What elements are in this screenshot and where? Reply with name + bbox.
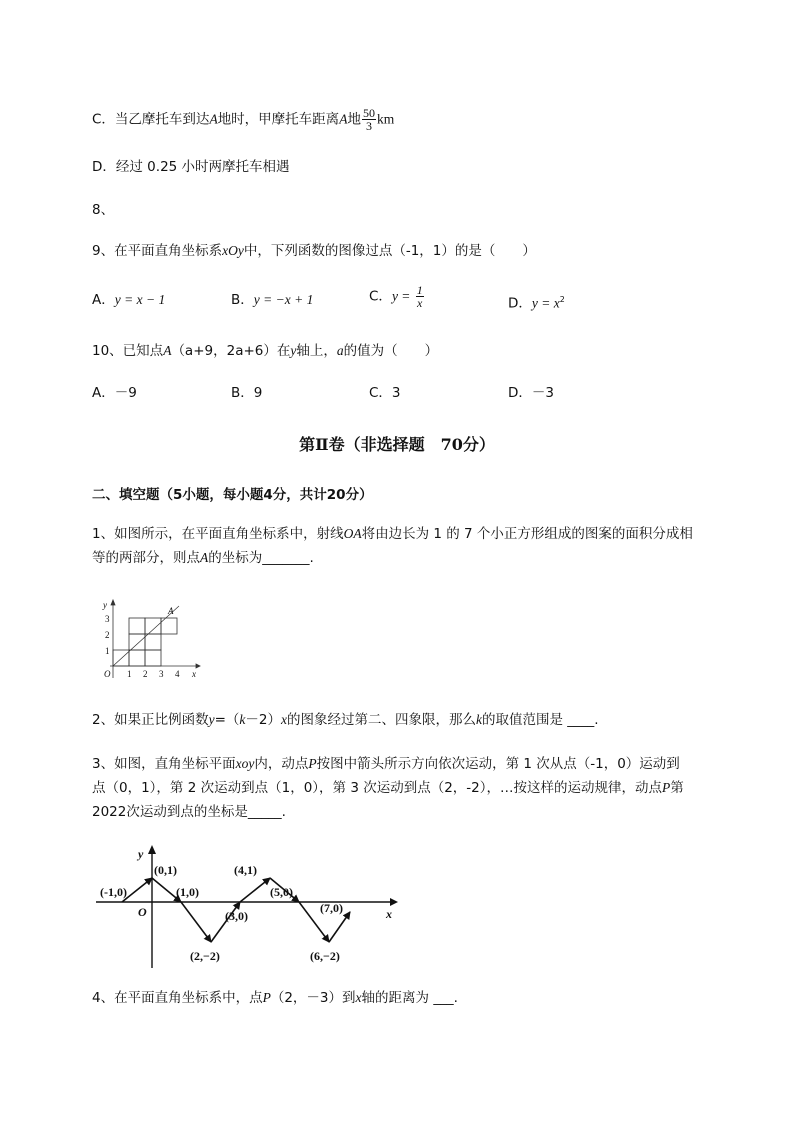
- origin-label: O: [138, 905, 147, 919]
- var-k: k: [239, 712, 246, 727]
- var-x: x: [281, 712, 287, 727]
- var-xoy: xoy: [235, 756, 255, 771]
- fill-question-2: [92, 710, 599, 730]
- y-axis-arrow: [111, 600, 115, 605]
- text: =（: [214, 712, 240, 728]
- fill-question-1: [92, 522, 742, 570]
- text: 点（0，1），第 2 次运动到点（1，0），第 3 次运动到点（2，-2），…按这样的运动规律，动点: [92, 780, 662, 796]
- point-label-9: (7,0): [320, 901, 343, 915]
- q7-option-c-point-a2: A: [339, 111, 348, 127]
- q10-var-y: y: [290, 343, 297, 358]
- q7-option-c-fraction: [362, 107, 376, 132]
- path-segment-3: [181, 902, 211, 942]
- text: 轴的距离为 ___.: [361, 990, 458, 1006]
- q10-point-a: A: [163, 343, 172, 358]
- q9-stem-text-2: 中，下列函数的图像过点（-1，1）的是（ ）: [243, 243, 536, 259]
- y-axis-label: y: [103, 600, 107, 610]
- fill-blank-section-heading: 二、填空题（5小题，每小题4分，共计20分）: [92, 487, 373, 503]
- q10-stem-text-2: （a+9，2a+6）在: [171, 343, 291, 359]
- text: （2，－3）到: [270, 990, 356, 1006]
- text: 3、如图，直角坐标平面: [92, 756, 236, 772]
- option-label: C．: [369, 288, 392, 305]
- q10-option-b: B．9: [231, 385, 263, 401]
- var-y: y: [208, 712, 215, 727]
- fill-question-1-figure: [96, 598, 202, 684]
- path-segment-5: [240, 878, 270, 902]
- fill-question-3-line-1: [92, 752, 742, 776]
- grid-square: [129, 634, 145, 650]
- grid-square: [145, 650, 161, 666]
- q7-option-d: D．经过 0.25 小时两摩托车相遇: [92, 159, 290, 175]
- y-axis-label: y: [138, 847, 144, 861]
- point-label-3: (1,0): [176, 885, 199, 899]
- text: －2）: [245, 712, 281, 728]
- text: 将由边长为 1 的 7 个小正方形组成的图案的面积分成相: [361, 526, 693, 542]
- text: 按图中箭头所示方向依次运动，第 1 次从点（-1，0）运动到: [316, 756, 680, 772]
- fraction-denominator: 3: [365, 119, 372, 133]
- y-axis-arrow: [148, 845, 156, 854]
- text: 1、如图所示，在平面直角坐标系中，射线: [92, 526, 344, 542]
- var-k: k: [476, 712, 482, 727]
- option-expression: y = x: [531, 295, 560, 311]
- x-tick-4: 4: [175, 669, 180, 679]
- q10-stem-text-3: 轴上，: [296, 343, 337, 359]
- fill-question-3: [92, 752, 742, 824]
- q9-option-a: [92, 290, 165, 310]
- point-label-2: (0,1): [154, 863, 177, 877]
- point-label-1: (-1,0): [100, 885, 127, 899]
- q9-stem: [92, 241, 536, 261]
- text: 内，动点: [254, 756, 309, 772]
- point-a: A: [200, 550, 209, 565]
- text: 的取值范围是 ____.: [482, 712, 599, 728]
- grid-square: [129, 618, 145, 634]
- q10-option-d: D．－3: [508, 385, 554, 401]
- q9-option-b: [231, 290, 313, 310]
- point-a-label: A: [168, 606, 174, 616]
- fill-question-3-line-2: [92, 776, 742, 800]
- fill-question-1-line-2: [92, 546, 742, 570]
- fill-question-1-line-1: [92, 522, 742, 546]
- option-label: A．: [92, 292, 115, 308]
- y-tick-3: 3: [105, 614, 110, 624]
- y-tick-2: 2: [105, 630, 110, 640]
- var-p: P: [662, 780, 671, 795]
- q7-option-c-text-1: C．当乙摩托车到达: [92, 111, 210, 128]
- var-p: P: [308, 756, 317, 771]
- q7-option-c: [92, 107, 394, 132]
- fill-question-4: [92, 988, 458, 1008]
- x-axis-arrow: [196, 664, 200, 668]
- x-tick-2: 2: [143, 669, 148, 679]
- q8-label: 8、: [92, 202, 115, 218]
- q9-option-c: [369, 284, 425, 309]
- q10-option-a: A．－9: [92, 385, 137, 401]
- q10-stem: [92, 341, 438, 361]
- option-expression: y = x − 1: [114, 292, 166, 307]
- part-two-title: 第Ⅱ卷（非选择题 70分）: [299, 435, 495, 454]
- x-axis-label: x: [192, 669, 196, 679]
- x-tick-3: 3: [159, 669, 164, 679]
- q10-var-a: a: [336, 343, 344, 358]
- q10-option-c: C．3: [369, 385, 401, 401]
- q9-option-c-fraction: [416, 284, 424, 309]
- q7-option-c-text-3: 地: [347, 111, 361, 128]
- fill-question-3-line-3: 2022次运动到点的坐标是_____.: [92, 804, 286, 820]
- text: 4、在平面直角坐标系中，点: [92, 990, 263, 1006]
- option-expression: y =: [391, 288, 411, 304]
- q7-option-c-text-2: 地时，甲摩托车距离: [217, 111, 340, 128]
- var-p: P: [262, 990, 271, 1005]
- grid-square: [129, 650, 145, 666]
- point-label-5: (3,0): [225, 909, 248, 923]
- text: 的坐标为_______.: [208, 550, 314, 566]
- option-exponent: 2: [559, 295, 565, 304]
- q9-option-d: [508, 290, 565, 314]
- x-tick-1: 1: [127, 669, 132, 679]
- option-expression: y = −x + 1: [253, 292, 314, 307]
- grid-square: [145, 618, 161, 634]
- text: 2、如果正比例函数: [92, 712, 209, 728]
- fill-question-3-figure: [94, 842, 404, 970]
- fraction-numerator: 1: [416, 283, 423, 297]
- q10-stem-text-1: 10、已知点: [92, 343, 164, 359]
- text: 第: [670, 780, 684, 796]
- q7-option-c-point-a: A: [209, 111, 218, 127]
- option-label: D．: [508, 295, 532, 312]
- origin-label: O: [104, 669, 111, 679]
- option-label: B．: [231, 292, 254, 308]
- q7-option-c-unit: km: [376, 111, 395, 127]
- q9-stem-var: xOy: [222, 243, 244, 258]
- q10-stem-text-4: 的值为（ ）: [343, 343, 439, 359]
- var-x: x: [355, 990, 362, 1005]
- x-axis-label: x: [386, 907, 392, 921]
- ray-oa: OA: [343, 526, 362, 541]
- q9-stem-text-1: 9、在平面直角坐标系: [92, 243, 223, 259]
- y-tick-1: 1: [105, 646, 110, 656]
- fraction-numerator: 50: [362, 106, 375, 120]
- point-label-6: (4,1): [234, 863, 257, 877]
- point-label-7: (5,0): [270, 885, 293, 899]
- grid-square: [145, 634, 161, 650]
- x-axis-arrow: [390, 898, 398, 906]
- point-label-4: (2,−2): [190, 949, 220, 963]
- point-label-8: (6,−2): [310, 949, 340, 963]
- text: 的图象经过第二、四象限，那么: [287, 712, 476, 728]
- text: 等的两部分，则点: [92, 550, 200, 566]
- path-segment-8: [329, 912, 350, 942]
- fraction-denominator: x: [417, 296, 423, 310]
